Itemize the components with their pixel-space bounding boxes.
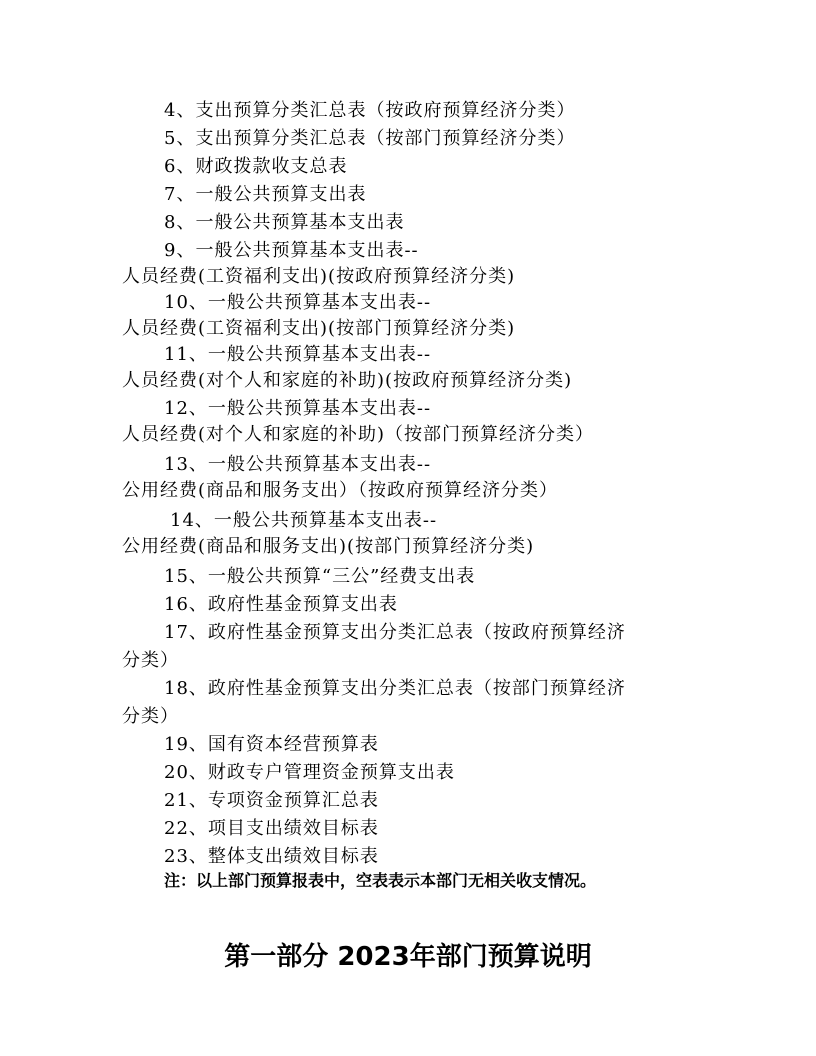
toc-item-6: 6、财政拨款收支总表 (164, 156, 348, 177)
toc-item-9: 9、一般公共预算基本支出表-- (164, 240, 419, 261)
toc-item-18-cont: 分类） (122, 706, 179, 727)
toc-item-20: 20、财政专户管理资金预算支出表 (164, 762, 455, 783)
toc-item-13: 13、一般公共预算基本支出表-- (164, 454, 432, 475)
toc-item-10: 10、一般公共预算基本支出表-- (164, 292, 432, 313)
toc-item-8: 8、一般公共预算基本支出表 (164, 212, 405, 233)
toc-item-22: 22、项目支出绩效目标表 (164, 818, 379, 839)
section-heading: 第一部分 2023年部门预算说明 (224, 942, 592, 972)
toc-item-17: 17、政府性基金预算支出分类汇总表（按政府预算经济 (164, 622, 626, 643)
toc-item-11: 11、一般公共预算基本支出表-- (164, 344, 432, 365)
toc-item-9-cont: 人员经费(工资福利支出)(按政府预算经济分类) (122, 266, 516, 287)
toc-item-23: 23、整体支出绩效目标表 (164, 846, 379, 867)
toc-item-14-cont: 公用经费(商品和服务支出)(按部门预算经济分类) (122, 536, 535, 557)
toc-item-18: 18、政府性基金预算支出分类汇总表（按部门预算经济 (164, 678, 626, 699)
toc-item-17-cont: 分类） (122, 650, 179, 671)
toc-item-10-cont: 人员经费(工资福利支出)(按部门预算经济分类) (122, 318, 516, 339)
toc-item-19: 19、国有资本经营预算表 (164, 734, 379, 755)
toc-item-11-cont: 人员经费(对个人和家庭的补助)(按政府预算经济分类) (122, 370, 573, 391)
toc-item-21: 21、专项资金预算汇总表 (164, 790, 379, 811)
toc-item-15: 15、一般公共预算“三公”经费支出表 (164, 566, 476, 587)
toc-item-5: 5、支出预算分类汇总表（按部门预算经济分类） (164, 128, 576, 149)
footnote: 注：以上部门预算报表中，空表表示本部门无相关收支情况。 (164, 871, 597, 890)
toc-item-13-cont: 公用经费(商品和服务支出）（按政府预算经济分类） (122, 480, 559, 501)
toc-item-16: 16、政府性基金预算支出表 (164, 594, 398, 615)
toc-item-4: 4、支出预算分类汇总表（按政府预算经济分类） (164, 100, 576, 121)
toc-item-7: 7、一般公共预算支出表 (164, 184, 367, 205)
toc-item-14: 14、一般公共预算基本支出表-- (170, 510, 438, 531)
toc-item-12-cont: 人员经费(对个人和家庭的补助)（按部门预算经济分类） (122, 424, 595, 445)
toc-item-12: 12、一般公共预算基本支出表-- (164, 398, 432, 419)
